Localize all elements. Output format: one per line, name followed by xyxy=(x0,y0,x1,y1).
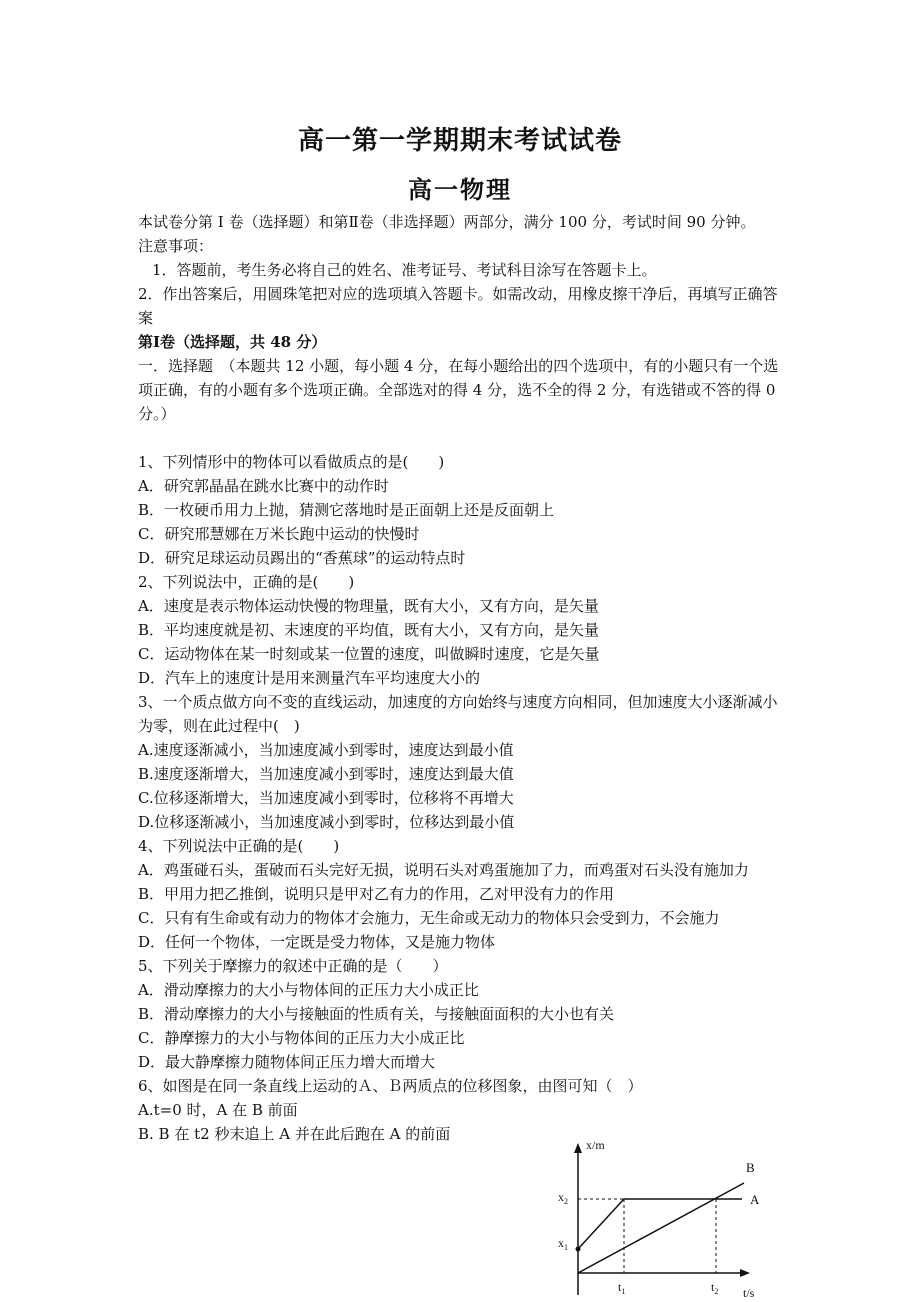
notice-heading: 注意事项： xyxy=(138,237,214,255)
question-option: D．任何一个物体，一定既是受力物体，又是施力物体 xyxy=(138,933,496,951)
question-stem: 4、下列说法中正确的是( ) xyxy=(138,837,340,855)
notice-item: 2．作出答案后，用圆珠笔把对应的选项填入答题卡。如需改动，用橡皮擦干净后，再填写正确答案 xyxy=(138,285,778,327)
question-option: A.速度逐渐减小，当加速度减小到零时，速度达到最小值 xyxy=(138,741,514,759)
question-option: B．甲用力把乙推倒，说明只是甲对乙有力的作用，乙对甲没有力的作用 xyxy=(138,885,615,903)
question-option: D．研究足球运动员踢出的“香蕉球”的运动特点时 xyxy=(138,549,466,567)
question-option: A．速度是表示物体运动快慢的物理量，既有大小，又有方向，是矢量 xyxy=(138,597,599,615)
question-option: A．研究郭晶晶在跳水比赛中的动作时 xyxy=(138,477,389,495)
question-option: C．只有有生命或有动力的物体才会施力，无生命或无动力的物体只会受到力，不会施力 xyxy=(138,909,720,927)
exam-body xyxy=(138,210,788,1146)
x-axis-label: t/s xyxy=(743,1286,755,1300)
question-option: C．运动物体在某一时刻或某一位置的速度，叫做瞬时速度，它是矢量 xyxy=(138,645,600,663)
question-5 xyxy=(138,954,788,1074)
question-option: A.t=0 时，A 在 B 前面 xyxy=(138,1101,298,1119)
notice-item: 1．答题前，考生务必将自己的姓名、准考证号、考试科目涂写在答题卡上。 xyxy=(152,261,657,279)
t2-tick-label: $t_2$ xyxy=(711,1280,719,1296)
x2-tick-label: $x_2$ xyxy=(558,1190,568,1206)
displacement-time-graph xyxy=(550,1135,780,1302)
question-option: C．静摩擦力的大小与物体间的正压力大小成正比 xyxy=(138,1029,465,1047)
question-stem: 2、下列说法中，正确的是( ) xyxy=(138,573,355,591)
intro-text: 本试卷分第 I 卷（选择题）和第Ⅱ卷（非选择题）两部分，满分 100 分，考试时间 90 分钟。 xyxy=(138,213,756,231)
subject-title: 高一物理 xyxy=(408,175,512,204)
line-a-label: A xyxy=(750,1192,760,1207)
x1-tick-label: $x_1$ xyxy=(558,1236,568,1252)
line-a xyxy=(578,1199,742,1249)
question-option: D．最大静摩擦力随物体间正压力增大而增大 xyxy=(138,1053,436,1071)
question-option: C.位移逐渐增大，当加速度减小到零时，位移将不再增大 xyxy=(138,789,514,807)
question-stem: 5、下列关于摩擦力的叙述中正确的是（ ） xyxy=(138,957,448,975)
exam-title: 高一第一学期期末考试试卷 xyxy=(297,126,622,156)
question-option: D.位移逐渐减小，当加速度减小到零时，位移达到最小值 xyxy=(138,813,515,831)
question-stem: 3、一个质点做方向不变的直线运动，加速度的方向始终与速度方向相同，但加速度大小逐渐减小为零，则在此过程中( ) xyxy=(138,693,778,735)
question-2 xyxy=(138,570,788,690)
question-stem: 6、如图是在同一条直线上运动的Ａ、Ｂ两质点的位移图象，由图可知（ ） xyxy=(138,1077,643,1095)
x1-point xyxy=(576,1247,581,1252)
question-option: D．汽车上的速度计是用来测量汽车平均速度大小的 xyxy=(138,669,481,687)
section-instructions: 一．选择题 （本题共 12 小题，每小题 4 分，在每小题给出的四个选项中，有的小题只有一个选项正确，有的小题有多个选项正确。全部选对的得 4 分，选不全的得 2 分，有选错或不答的得 0 分。） xyxy=(138,357,779,423)
y-axis-arrow xyxy=(574,1143,582,1153)
question-3 xyxy=(138,690,788,834)
question-option: B.速度逐渐增大，当加速度减小到零时，速度达到最大值 xyxy=(138,765,514,783)
line-b-label: B xyxy=(746,1160,755,1175)
section-heading: 第Ⅰ卷（选择题，共 48 分） xyxy=(138,333,327,351)
question-4 xyxy=(138,834,788,954)
question-option: B．一枚硬币用力上抛，猜测它落地时是正面朝上还是反面朝上 xyxy=(138,501,555,519)
question-1 xyxy=(138,450,788,570)
question-option: C．研究邢慧娜在万米长跑中运动的快慢时 xyxy=(138,525,420,543)
x-axis-arrow xyxy=(740,1269,750,1277)
t1-tick-label: $t_1$ xyxy=(618,1280,626,1296)
question-option: B．滑动摩擦力的大小与接触面的性质有关，与接触面面积的大小也有关 xyxy=(138,1005,615,1023)
line-b xyxy=(578,1183,744,1273)
question-option: A．鸡蛋碰石头，蛋破而石头完好无损，说明石头对鸡蛋施加了力，而鸡蛋对石头没有施加力 xyxy=(138,861,749,879)
y-axis-label: x/m xyxy=(586,1138,605,1152)
question-option: A．滑动摩擦力的大小与物体间的正压力大小成正比 xyxy=(138,981,479,999)
question-option: B．平均速度就是初、末速度的平均值，既有大小，又有方向，是矢量 xyxy=(138,621,600,639)
question-option: B. B 在 t2 秒末追上 A 并在此后跑在 A 的前面 xyxy=(138,1125,451,1143)
question-stem: 1、下列情形中的物体可以看做质点的是( ) xyxy=(138,453,445,471)
